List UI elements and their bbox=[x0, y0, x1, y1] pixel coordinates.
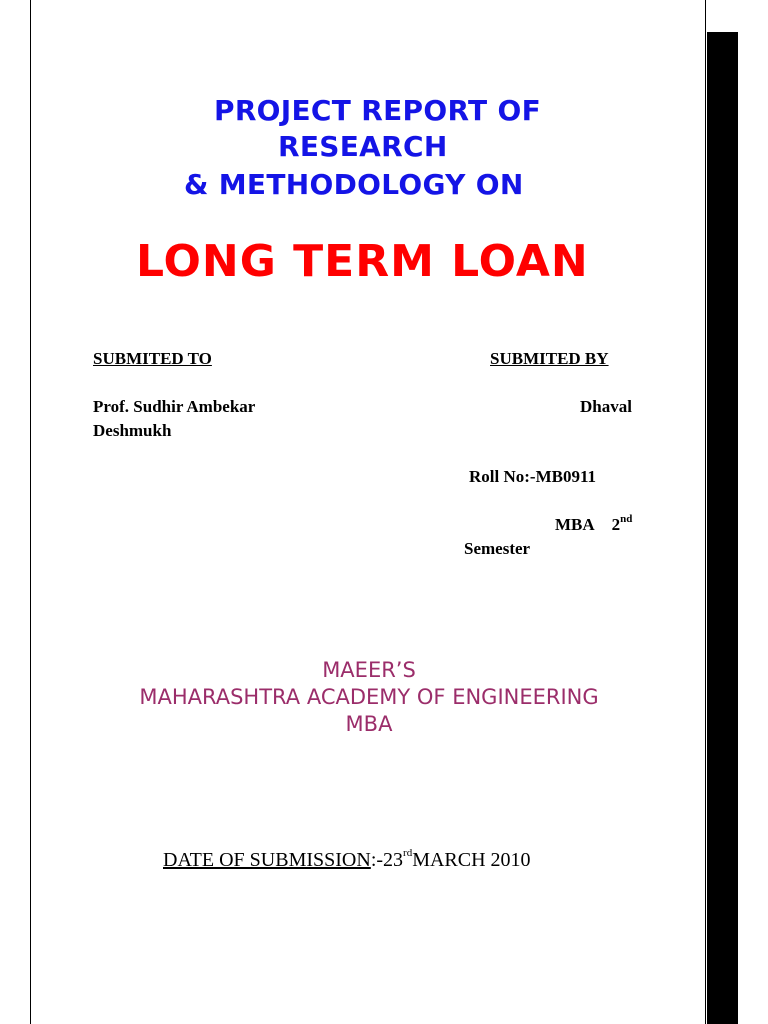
submitted-by-heading: SUBMITED BY bbox=[490, 349, 609, 368]
date-label: DATE OF SUBMISSION bbox=[163, 849, 371, 871]
roll-number: Roll No:-MB0911 bbox=[469, 467, 597, 486]
institute-line-3: MBA bbox=[345, 712, 393, 736]
submitted-to-heading: SUBMITED TO bbox=[93, 349, 212, 368]
student-name: Dhaval bbox=[580, 397, 632, 416]
title-line-1: PROJECT REPORT OF bbox=[214, 94, 542, 127]
program-name: MBA bbox=[555, 515, 595, 534]
guide-name-line-2: Deshmukh bbox=[93, 421, 172, 440]
semester-number: 2 bbox=[611, 515, 621, 534]
program-semester bbox=[555, 515, 632, 535]
title-line-3: & METHODOLOGY ON bbox=[184, 168, 524, 201]
topic-title: LONG TERM LOAN bbox=[136, 236, 589, 287]
title-line-2: RESEARCH bbox=[278, 130, 448, 163]
date-day-ordinal: rd bbox=[403, 847, 413, 859]
date-separator: :- bbox=[370, 849, 384, 871]
institute-line-2: MAHARASHTRA ACADEMY OF ENGINEERING bbox=[139, 685, 599, 709]
semester-word: Semester bbox=[464, 539, 531, 558]
institute-line-1: MAEER’S bbox=[322, 658, 416, 682]
date-month-year: MARCH 2010 bbox=[412, 849, 531, 871]
date-day: 23 bbox=[383, 849, 404, 871]
semester-ordinal: nd bbox=[620, 513, 633, 525]
guide-name-line-1: Prof. Sudhir Ambekar bbox=[93, 397, 256, 416]
submission-date bbox=[163, 849, 531, 872]
page-shadow bbox=[707, 32, 738, 1024]
